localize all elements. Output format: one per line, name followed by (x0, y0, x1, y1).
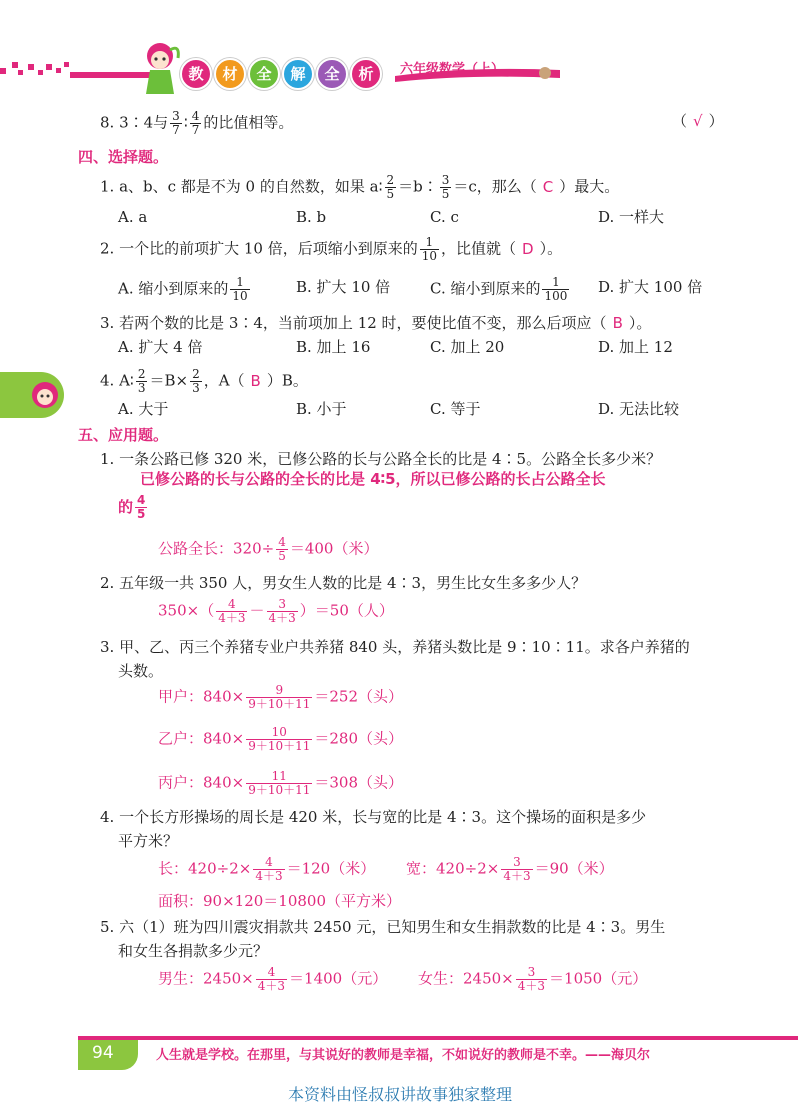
app-q3-line2: 头数。 (118, 662, 164, 680)
app-q1-answer-line3: 公路全长：320÷ $\frac{4}{5}$ ＝400（米） (158, 535, 379, 563)
footer-rule (78, 1036, 798, 1040)
option-a: A. a (118, 208, 148, 226)
answer-letter: C (542, 177, 554, 196)
choice-q1-options (0, 206, 800, 228)
option-b: B. 加上 16 (296, 338, 371, 356)
app-q5-line2: 和女生各捐款多少元？ (118, 942, 269, 960)
section-heading-choice: 四、选择题。 (78, 148, 169, 166)
app-q2: 2. 五年级一共 350 人，男女生人数的比是 4∶3，男生比女生多多少人？ (100, 574, 587, 592)
option-a: A. 大于 (118, 400, 169, 418)
mascot-icon (140, 40, 180, 96)
app-q4-answer-width: 宽：420÷2× $\frac{3}{4+3}$ ＝90（米） (406, 855, 614, 883)
app-q3-line1: 3. 甲、乙、丙三个养猪专业户共养猪 840 头，养猪头数比是 9∶10∶11。求各户养猪的 (100, 638, 690, 656)
credit-line: 本资料由怪叔叔讲故事独家整理 (287, 1085, 512, 1104)
choice-q1: 1. a、b、c 都是不为 0 的自然数，如果 a∶ $\frac{2}{5}$ ＝b∶ $\frac{3}{5}$ ＝c，那么（ C ）最大。 (100, 173, 620, 201)
title-char-badge: 材 (214, 58, 246, 90)
answer-check: √ (693, 112, 703, 130)
option-c: C. 等于 (430, 400, 481, 418)
title-char-badge: 析 (350, 58, 382, 90)
title-char-badge: 教 (180, 58, 212, 90)
answer-letter: B (250, 371, 261, 390)
judgement-q8: 8. 3∶4与 $\frac{3}{7}$ ∶ $\frac{4}{7}$ 的比值相等。 (100, 109, 294, 137)
app-q2-answer: 350×（ $\frac{4}{4+3}$ － $\frac{3}{4+3}$ ）＝50（人） (158, 597, 394, 625)
choice-q3-options (0, 336, 800, 358)
title-char-badge: 全 (248, 58, 280, 90)
header-subtitle: 六年级数学（上） (400, 62, 505, 77)
option-d: D. 一样大 (598, 208, 665, 226)
app-q5-answer-girls: 女生：2450× $\frac{3}{4+3}$ ＝1050（元） (418, 965, 648, 993)
option-a: A. 缩小到原来的 $\frac{1}{10}$ (118, 275, 248, 303)
option-c: C. 加上 20 (430, 338, 505, 356)
judgement-q8-answer: （ √ ） (672, 112, 724, 130)
app-q3-answer-a: 甲户：840× $\frac{9}{9+10+11}$ ＝252（头） (158, 683, 404, 711)
option-b: B. 扩大 10 倍 (296, 278, 391, 296)
app-q1: 1. 一条公路已修 320 米，已修公路的长与公路全长的比是 4∶5。公路全长多少米？ (100, 450, 662, 468)
app-q5-answer-boys: 男生：2450× $\frac{4}{4+3}$ ＝1400（元） (158, 965, 388, 993)
choice-q2: 2. 一个比的前项扩大 10 倍，后项缩小到原来的 $\frac{1}{10}$ ，比值就（ D ）。 (100, 235, 563, 263)
footer-quote: 人生就是学校。在那里，与其说好的教师是幸福，不如说好的教师是不幸。——海贝尔 (156, 1048, 651, 1063)
app-q4-line2: 平方米？ (118, 832, 179, 850)
app-q1-answer-line2: 的 $\frac{4}{5}$ (118, 493, 146, 521)
fraction: $\frac{4}{7}$ (191, 109, 200, 137)
section-heading-application: 五、应用题。 (78, 426, 169, 444)
option-b: B. b (296, 208, 327, 226)
app-q4-answer-area: 面积：90×120＝10800（平方米） (158, 892, 402, 910)
app-q3-answer-b: 乙户：840× $\frac{10}{9+10+11}$ ＝280（头） (158, 725, 404, 753)
option-b: B. 小于 (296, 400, 347, 418)
choice-q2-options (0, 276, 800, 306)
answer-letter: B (612, 314, 623, 332)
title-char-badge: 全 (316, 58, 348, 90)
option-d: D. 扩大 100 倍 (598, 278, 703, 296)
option-c: C. 缩小到原来的 $\frac{1}{100}$ (430, 275, 568, 303)
choice-q3: 3. 若两个数的比是 3∶4，当前项加上 12 时，要使比值不变，那么后项应（ B ）。 (100, 314, 652, 332)
app-q4-answer-length: 长：420÷2× $\frac{4}{4+3}$ ＝120（米） (158, 855, 376, 883)
app-q5-line1: 5. 六（1）班为四川震灾捐款共 2450 元，已知男生和女生捐款数的比是 4∶3。男生 (100, 918, 666, 936)
fraction: $\frac{3}{7}$ (172, 109, 180, 137)
header-banner (0, 40, 800, 100)
app-q1-answer-line1: 已修公路的长与公路的全长的比是 4∶5，所以已修公路的长占公路全长 (140, 470, 606, 488)
page-number: 94 (92, 1043, 114, 1063)
option-d: D. 无法比较 (598, 400, 680, 418)
choice-q4-options (0, 398, 800, 420)
choice-q4: 4. A∶ $\frac{2}{3}$ ＝B× $\frac{2}{3}$ ，A（ B ）B。 (100, 367, 308, 395)
option-c: C. c (430, 208, 459, 226)
answer-letter: D (522, 239, 534, 258)
app-q4-line1: 4. 一个长方形操场的周长是 420 米，长与宽的比是 4∶3。这个操场的面积是多少 (100, 808, 647, 826)
option-d: D. 加上 12 (598, 338, 673, 356)
title-char-badge: 解 (282, 58, 314, 90)
option-a: A. 扩大 4 倍 (118, 338, 203, 356)
app-q3-answer-c: 丙户：840× $\frac{11}{9+10+11}$ ＝308（头） (158, 769, 404, 797)
